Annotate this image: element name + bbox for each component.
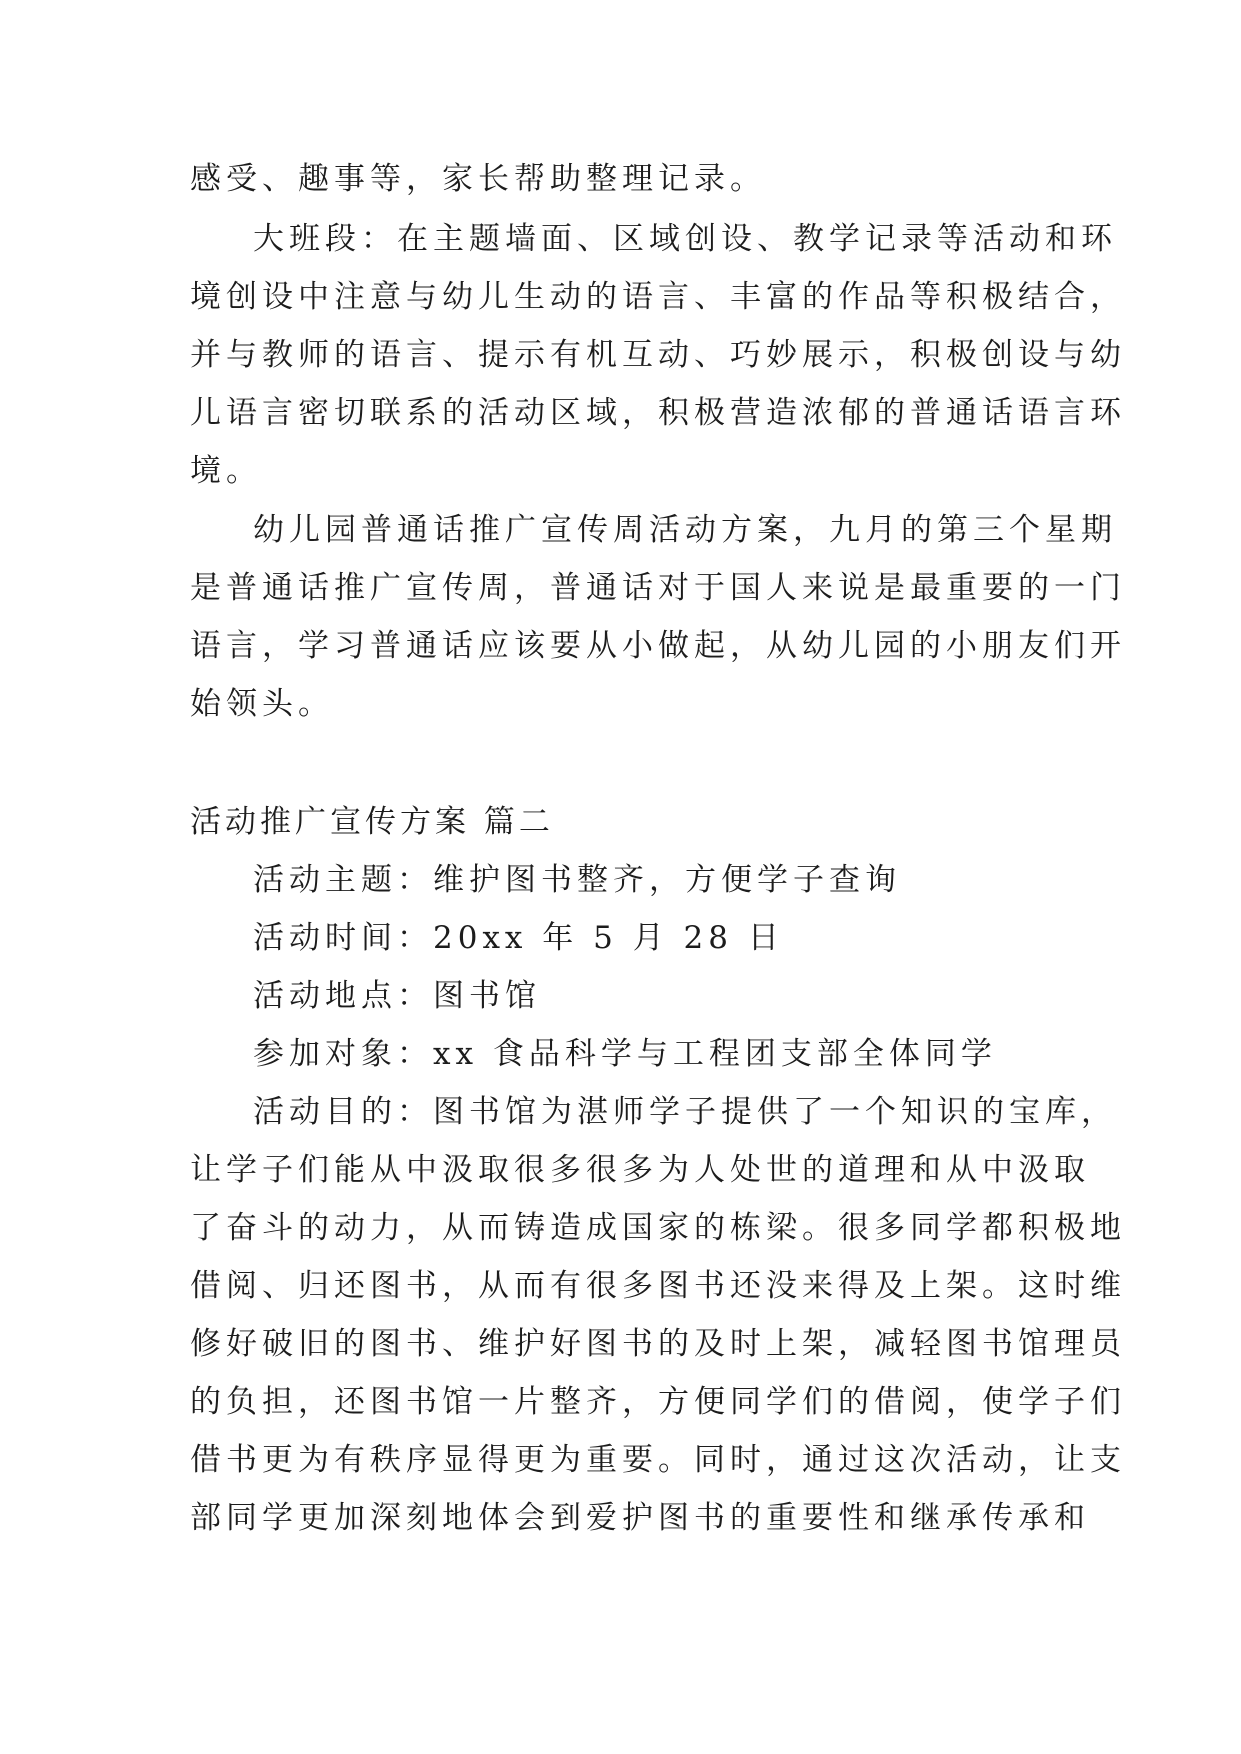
paragraph-line: 感受、趣事等，家长帮助整理记录。 [190, 161, 766, 197]
paragraph-line: 部同学更加深刻地体会到爱护图书的重要性和继承传承和 [190, 1500, 1090, 1536]
paragraph-line: 儿语言密切联系的活动区域，积极营造浓郁的普通话语言环 [190, 395, 1126, 431]
paragraph-line: 了奋斗的动力，从而铸造成国家的栋梁。很多同学都积极地 [190, 1210, 1126, 1246]
paragraph-line: 始领头。 [190, 686, 334, 722]
section-heading: 活动推广宣传方案 篇二 [190, 804, 554, 840]
paragraph-line: 是普通话推广宣传周，普通话对于国人来说是最重要的一门 [190, 570, 1126, 606]
paragraph-line: 借书更为有秩序显得更为重要。同时，通过这次活动，让支 [190, 1442, 1126, 1478]
paragraph-line: 境创设中注意与幼儿生动的语言、丰富的作品等积极结合， [190, 279, 1126, 315]
paragraph-line: 借阅、归还图书，从而有很多图书还没来得及上架。这时维 [190, 1268, 1126, 1304]
paragraph-line: 修好破旧的图书、维护好图书的及时上架，减轻图书馆理员 [190, 1326, 1126, 1362]
paragraph-line: 并与教师的语言、提示有机互动、巧妙展示，积极创设与幼 [190, 337, 1126, 373]
activity-theme-line: 活动主题：维护图书整齐，方便学子查询 [253, 862, 901, 898]
paragraph-line: 幼儿园普通话推广宣传周活动方案，九月的第三个星期 [253, 512, 1117, 548]
paragraph-line: 大班段：在主题墙面、区域创设、教学记录等活动和环 [253, 221, 1117, 257]
activity-location-line: 活动地点：图书馆 [253, 978, 541, 1014]
paragraph-line: 让学子们能从中汲取很多很多为人处世的道理和从中汲取 [190, 1152, 1090, 1188]
paragraph-line: 语言，学习普通话应该要从小做起，从幼儿园的小朋友们开 [190, 628, 1126, 664]
paragraph-line: 的负担，还图书馆一片整齐，方便同学们的借阅，使学子们 [190, 1384, 1126, 1420]
participants-line: 参加对象：xx 食品科学与工程团支部全体同学 [253, 1036, 997, 1072]
activity-time-line: 活动时间：20xx 年 5 月 28 日 [253, 920, 784, 956]
paragraph-line: 活动目的：图书馆为湛师学子提供了一个知识的宝库， [253, 1094, 1117, 1130]
paragraph-line: 境。 [190, 453, 262, 489]
